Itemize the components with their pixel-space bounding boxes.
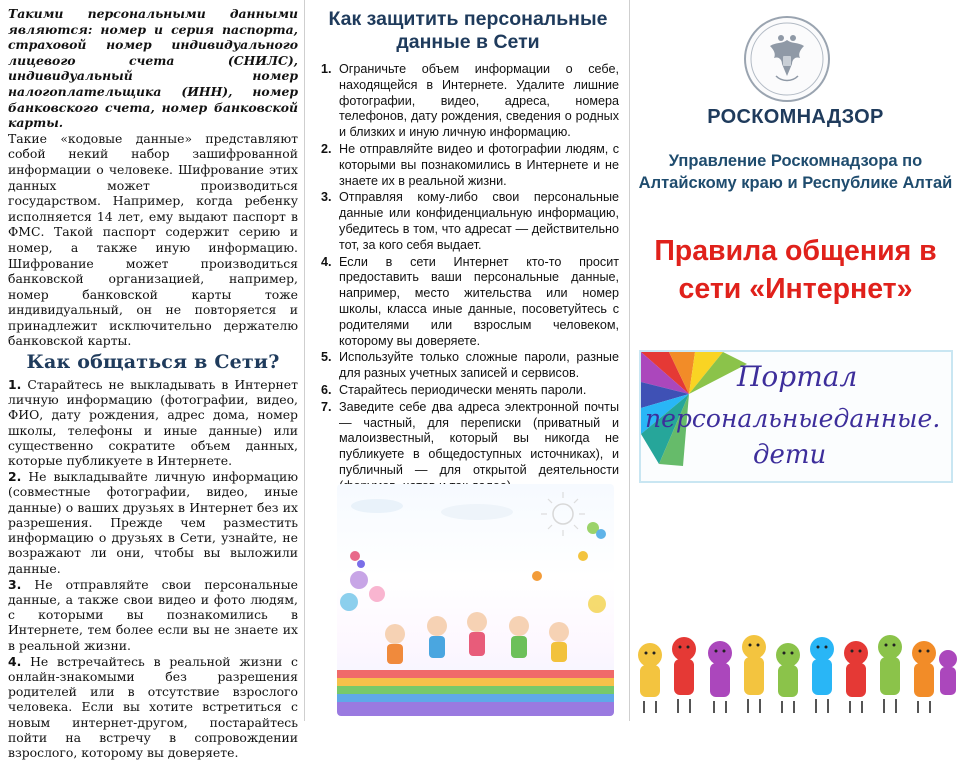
rule-text: Не выкладывайте личную информацию (совместные фотографии, видео, иные данные) о ваших друзьях в Интернет без их разрешения. Прежде чем разместить информацию о друзьях в Сети, узнайте, не возражают ли они, чтобы вы выложили данные. <box>8 469 298 576</box>
rule-number: 4. <box>8 653 22 669</box>
list-item <box>8 469 298 575</box>
roskomnadzor-emblem-icon <box>744 16 830 102</box>
rule-text: Старайтесь не выкладывать в Интернет личную информацию (фотографии, видео, ФИО, дату рождения, адрес дома, номер школы, телефоны и иные данные) или существенно сократите объем данных, которые публикуете в Интернете. <box>8 377 298 469</box>
section-heading-protect: Как защитить персональные данные в Сети <box>328 8 608 53</box>
rule-number: 3. <box>8 576 22 592</box>
rule-number: 2. <box>8 469 22 485</box>
rule-text: Не отправляйте свои персональные данные, а также свои видео и фото людям, с которыми вы познакомились в Интернете, тем более если вы не знаете их в реальной жизни. <box>8 576 298 653</box>
intro-body-text: Такие «кодовые данные» представляют собой некий набор зашифрованной информации о человеке. Шифрование этих данных может производиться государством. Например, когда ребенку исполняется 14 лет, ему выдают паспорт в ФМС. Такой паспорт содержит серию и номер, а также иную информацию. Шифрование может производиться банковской организацией, например, номер банковской карты тоже индивидуальный, он не повторяется и принадлежит исключительно держателю банковской карты. <box>8 130 298 349</box>
list-item <box>8 377 298 468</box>
brochure-title: Правила общения в сети «Интернет» <box>654 235 937 305</box>
protect-rules-list <box>317 62 619 495</box>
middle-panel <box>305 0 630 721</box>
communicate-rules-list <box>8 377 298 760</box>
org-department: Управление Роскомнадзора по Алтайскому краю и Республике Алтай <box>638 152 953 192</box>
section-heading-communicate: Как общаться в Сети? <box>26 351 280 374</box>
list-item: 2. Не отправляйте видео и фотографии людям, с которыми вы познакомились в Интернете и не знаете их в реальной жизни. <box>335 142 619 189</box>
list-item <box>8 654 298 760</box>
rule-text: Не встречайтесь в реальной жизни с онлайн-знакомыми без разрешения родителей или в отсутствие взрослого человека. Если вы хотите встретиться с новым интернет-другом, постарайтесь пойти на встречу в сопровождении взрослого, которому вы доверяете. <box>8 653 298 760</box>
org-name: РОСКОМНАДЗОР <box>707 106 884 128</box>
colorful-kids-illustration <box>636 625 958 717</box>
portal-line-2: персональныеданные. <box>645 404 941 433</box>
list-item: 1. Ограничьте объем информации о себе, находящейся в Интернете. Удалите лишние фотографии, видео, адреса, номера телефонов, дату рождения, сведения о родных и близких и иную личную информацию. <box>335 62 619 141</box>
list-item: 4. Если в сети Интернет кто-то просит предоставить ваши персональные данные, например, место жительства или номер школы, класса иные данные, посоветуйтесь с родителями или взрослым человеком, которому вы доверяете. <box>335 255 619 350</box>
rule-number: 1. <box>8 377 22 393</box>
list-item: 7. Заведите себе два адреса электронной почты — частный, для переписки (приватный и малоизвестный, который вы никогда не публикуете в общедоступных источниках), и публичный — для открытой деятельности <box>335 400 619 495</box>
intro-bold-text: Такими персональными данными являются: номер и серия паспорта, страховой номер индивидуального лицевого счета (СНИЛС), индивидуальный номер налогоплательщика (ИНН), номер банковского счета, номер банковской карты. <box>8 6 298 131</box>
list-item <box>8 577 298 653</box>
portal-line-1: Портал <box>737 360 858 393</box>
children-illustration <box>337 484 614 716</box>
list-item: 6. Старайтесь периодически менять пароли. <box>335 383 619 399</box>
portal-line-3: дети <box>753 440 827 470</box>
left-panel <box>0 0 305 760</box>
right-panel <box>630 0 961 721</box>
portal-banner <box>639 350 953 483</box>
list-item: 3. Отправляя кому-либо свои персональные данные или конфиденциальную информацию, убедитесь в том, что адресат — действительно тот, за кого себя выдает. <box>335 190 619 253</box>
list-item: 5. Используйте только сложные пароли, разные для разных учетных записей и сервисов. <box>335 350 619 382</box>
